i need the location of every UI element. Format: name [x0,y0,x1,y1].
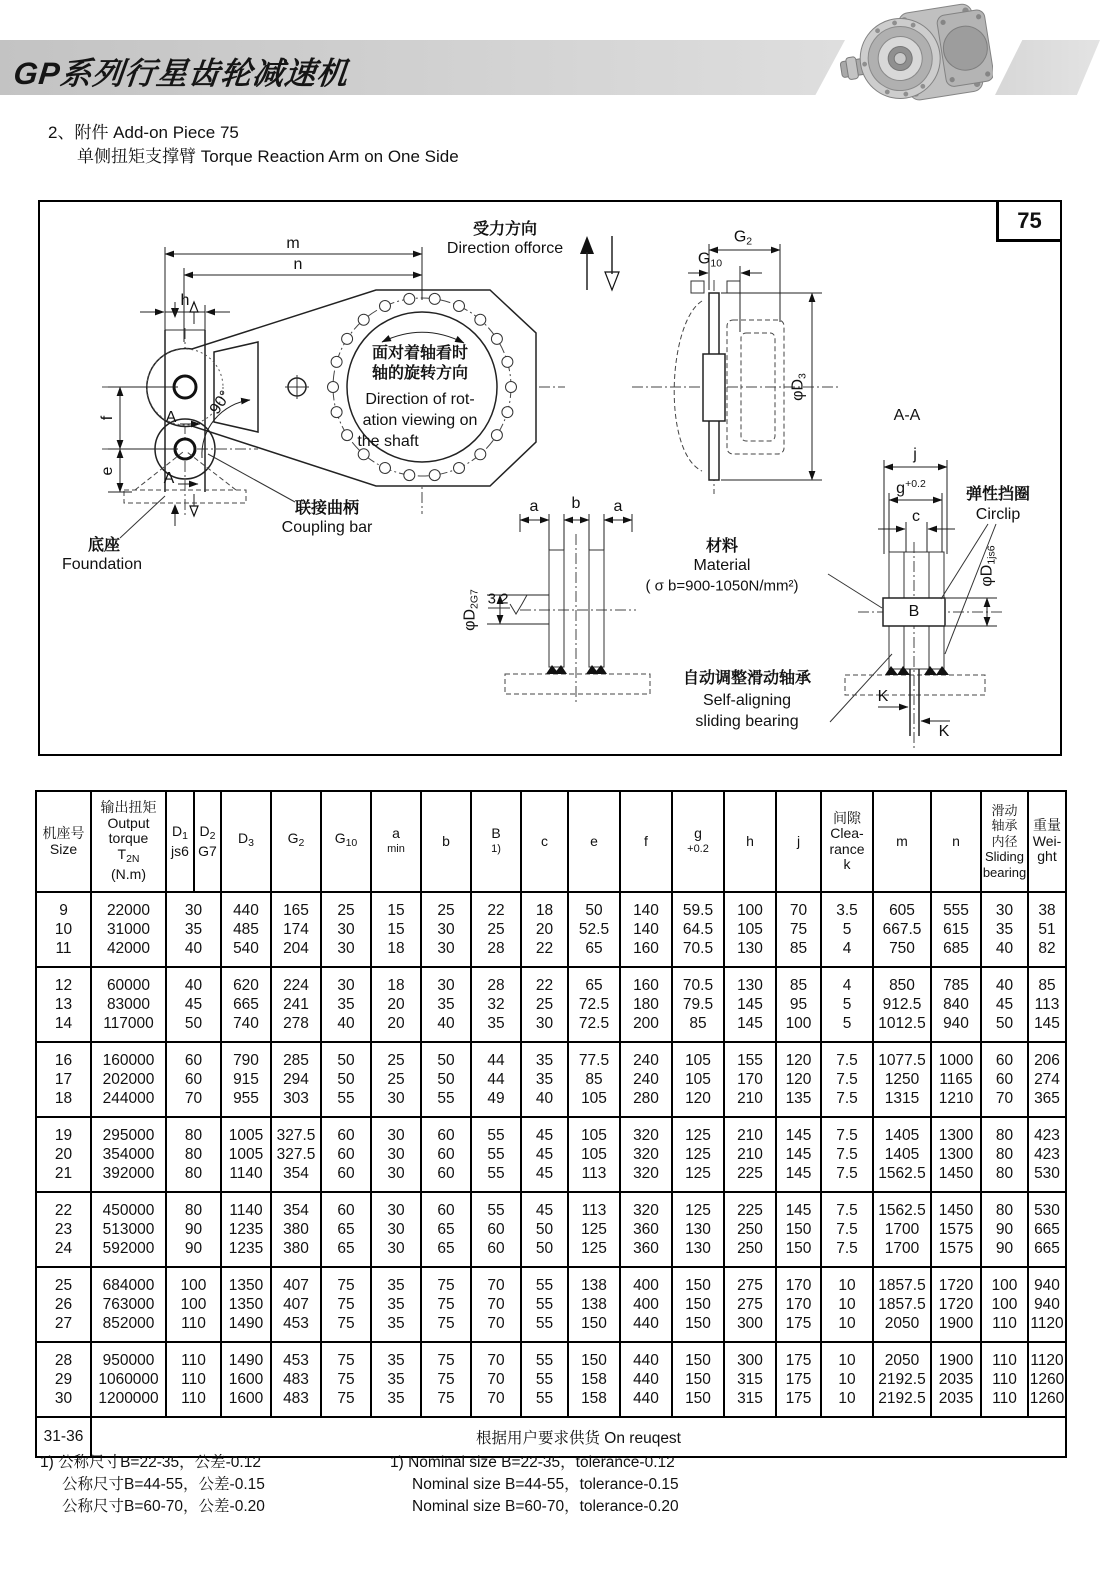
table-cell: 30 30 30 [371,1192,421,1267]
table-cell: 80 80 80 [981,1117,1028,1192]
table-group-row [36,1192,1066,1267]
dim-h: h [180,292,190,309]
force-direction-label-en: Direction offorce [446,240,564,257]
page-number: 75 [1017,207,1042,233]
table-cell: 75 75 75 [321,1267,371,1342]
table-cell: 30 35 40 [166,892,221,967]
table-cell: 160000 202000 244000 [91,1042,166,1117]
section-a-label-1: A [165,409,177,426]
col-h: h [724,791,776,892]
footnote-en-line1: 1) Nominal size B=22-35，tolerance-0.12 [390,1454,675,1471]
technical-drawing-frame [38,200,1062,756]
col-m: m [873,791,931,892]
table-cell: 55 55 55 [521,1342,568,1417]
coupling-bar-label-cn: 联接曲柄 [294,500,360,517]
col-f: f [620,791,672,892]
col-d3: $D_3$ [221,791,271,892]
table-cell: 根据用户要求供货 On reuqest [91,1417,1066,1457]
table-cell: 155 170 210 [724,1042,776,1117]
table-cell: 50 50 55 [421,1042,471,1117]
page-number-box [996,202,1060,242]
table-cell: 450000 513000 592000 [91,1192,166,1267]
col-weight: 重量 Wei- ght [1028,791,1066,892]
foundation-label-en: Foundation [61,556,143,573]
table-cell: 22 25 28 [471,892,521,967]
col-e: e [568,791,620,892]
table-cell: 170 170 175 [776,1267,821,1342]
table-cell: 60000 83000 117000 [91,967,166,1042]
col-g10: $G_{10}$ [321,791,371,892]
table-cell: 35 35 40 [521,1042,568,1117]
table-cell: 38 51 82 [1028,892,1066,967]
table-cell: 25 30 30 [421,892,471,967]
col-clearance: 间隙 Clea- rance k [821,791,873,892]
table-cell: 16 17 18 [36,1042,91,1117]
table-cell: 40 45 50 [166,967,221,1042]
table-cell: 224 241 278 [271,967,321,1042]
foundation-label-cn: 底座 [87,537,121,554]
table-cell: 1120 1260 1260 [1028,1342,1066,1417]
table-cell: 1490 1600 1600 [221,1342,271,1417]
table-cell: 19 20 21 [36,1117,91,1192]
footnote-cn-line2: 公称尺寸B=44-55，公差-0.15 [62,1476,265,1493]
dim-b-small: b [571,495,581,512]
dim-a2: a [613,498,623,515]
table-cell: 150 150 150 [672,1267,724,1342]
table-cell: 10 10 10 [821,1267,873,1342]
col-size: 机座号 Size [36,791,91,892]
table-cell: 75 75 75 [321,1342,371,1417]
col-d2: $D_2$ G7 [194,791,221,892]
table-cell: 423 423 530 [1028,1117,1066,1192]
table-group-row [36,967,1066,1042]
section-subheading: 单侧扭矩支撑臂 Torque Reaction Arm on One Side [77,147,459,166]
table-cell: 45 45 45 [521,1117,568,1192]
table-cell: 130 145 145 [724,967,776,1042]
dim-f: f [99,415,116,421]
dim-b-box: B [908,603,920,620]
table-cell: 1140 1235 1235 [221,1192,271,1267]
section-heading: 2、附件 Add-on Piece 75 [48,123,239,142]
col-j: j [776,791,821,892]
rotation-label-cn2: 轴的旋转方向 [371,365,469,382]
table-cell: 60 65 65 [421,1192,471,1267]
table-group-row [36,1267,1066,1342]
table-cell: 9 10 11 [36,892,91,967]
table-cell: 1077.5 1250 1315 [873,1042,931,1117]
table-cell: 85 113 145 [1028,967,1066,1042]
circlip-label-en: Circlip [975,506,1021,523]
table-cell: 18 20 22 [521,892,568,967]
table-cell: 225 250 250 [724,1192,776,1267]
table-cell: 12 13 14 [36,967,91,1042]
table-group-row [36,892,1066,967]
table-cell: 125 130 130 [672,1192,724,1267]
table-cell: 4 5 5 [821,967,873,1042]
table-cell: 354 380 380 [271,1192,321,1267]
table-cell: 453 483 483 [271,1342,321,1417]
col-output-torque: 输出扭矩 Output torque $T_{2N}$ (N.m) [91,791,166,892]
footnote-en [390,1452,679,1518]
table-cell: 300 315 315 [724,1342,776,1417]
col-a-min: a min [371,791,421,892]
table-cell: 285 294 303 [271,1042,321,1117]
col-B: B 1) [471,791,521,892]
table-cell: 1005 1005 1140 [221,1117,271,1192]
table-cell: 45 50 50 [521,1192,568,1267]
table-cell: 1405 1405 1562.5 [873,1117,931,1192]
col-g2: $G_2$ [271,791,321,892]
rotation-label-cn1: 面对着轴看时 [371,345,469,362]
spec-table [35,790,1067,1458]
table-cell: 15 15 18 [371,892,421,967]
table-cell: 100 100 110 [166,1267,221,1342]
table-cell: 110 110 110 [981,1342,1028,1417]
table-cell: 210 210 225 [724,1117,776,1192]
table-cell: 1300 1300 1450 [931,1117,981,1192]
gear-reducer-image [838,2,993,110]
table-cell: 400 400 440 [620,1267,672,1342]
dim-j: j [913,446,917,463]
table-cell: 138 138 150 [568,1267,620,1342]
table-cell: 65 72.5 72.5 [568,967,620,1042]
table-cell: 110 110 110 [166,1342,221,1417]
table-cell: 105 105 120 [672,1042,724,1117]
table-cell: 275 275 300 [724,1267,776,1342]
table-cell: 30 35 40 [981,892,1028,967]
table-cell: 160 180 200 [620,967,672,1042]
dim-d1: φD1js6 [978,545,998,587]
table-cell: 320 320 320 [620,1117,672,1192]
table-cell: 150 150 150 [672,1342,724,1417]
table-cell: 70 75 85 [776,892,821,967]
dim-k2: K [938,723,950,740]
table-cell: 80 90 90 [166,1192,221,1267]
coupling-bar-label-en: Coupling bar [281,519,373,536]
table-cell: 25 26 27 [36,1267,91,1342]
table-cell: 60 60 60 [421,1117,471,1192]
table-cell: 1000 1165 1210 [931,1042,981,1117]
table-cell: 35 35 35 [371,1342,421,1417]
table-cell: 145 145 145 [776,1117,821,1192]
col-g: g +0.2 [672,791,724,892]
table-cell: 206 274 365 [1028,1042,1066,1117]
table-cell: 440 440 440 [620,1342,672,1417]
table-cell: 1900 2035 2035 [931,1342,981,1417]
table-cell: 80 90 90 [981,1192,1028,1267]
surface-finish-label: 3.2 [487,590,509,608]
circlip-label-cn: 弹性挡圈 [965,486,1031,503]
page-title: GP系列行星齿轮减速机 [11,56,351,91]
force-direction-label-cn: 受力方向 [472,221,538,238]
table-cell: 1720 1720 1900 [931,1267,981,1342]
table-cell: 40 45 50 [981,967,1028,1042]
table-special-row [36,1417,1066,1457]
table-cell: 950000 1060000 1200000 [91,1342,166,1417]
table-cell: 55 55 55 [471,1117,521,1192]
table-cell: 60 60 60 [321,1117,371,1192]
dim-c: c [912,508,920,525]
table-cell: 70 70 70 [471,1342,521,1417]
footnote-en-line2: Nominal size B=44-55，tolerance-0.15 [412,1476,679,1493]
bearing-label-en2: sliding bearing [695,713,799,730]
dim-g2: G2 [733,228,753,248]
table-cell: 50 50 55 [321,1042,371,1117]
table-cell: 175 175 175 [776,1342,821,1417]
dim-d2: φD2G7 [461,589,481,631]
dim-g: $g^{+0.2}$ [896,478,926,497]
table-cell: 85 95 100 [776,967,821,1042]
table-cell: 145 150 150 [776,1192,821,1267]
table-cell: 55 55 55 [521,1267,568,1342]
col-d1: $D_1$ js6 [166,791,194,892]
material-label-cn: 材料 [705,538,739,555]
table-cell: 620 665 740 [221,967,271,1042]
dim-m: m [286,235,300,252]
rotation-label-en3: the shaft [357,433,419,450]
col-sliding-bearing: 滑动 轴承 内径 Sliding bearing [981,791,1028,892]
table-cell: 30 35 40 [421,967,471,1042]
footnote-cn-line1: 1) 公称尺寸B=22-35，公差-0.12 [40,1454,261,1471]
table-cell: 100 100 110 [981,1267,1028,1342]
table-cell: 407 407 453 [271,1267,321,1342]
table-cell: 605 667.5 750 [873,892,931,967]
rotation-label-en2: ation viewing on [362,412,478,429]
table-cell: 295000 354000 392000 [91,1117,166,1192]
footnote-en-line3: Nominal size B=60-70，tolerance-0.20 [412,1498,679,1515]
table-cell: 50 52.5 65 [568,892,620,967]
dim-angle: 90° [206,387,235,418]
table-cell: 7.5 7.5 7.5 [821,1117,873,1192]
table-cell: 120 120 135 [776,1042,821,1117]
section-a-label-2: A [163,470,175,487]
table-cell: 7.5 7.5 7.5 [821,1192,873,1267]
col-c: c [521,791,568,892]
table-cell: 22 23 24 [36,1192,91,1267]
bearing-label-cn: 自动调整滑动轴承 [682,670,812,687]
table-cell: 70 70 70 [471,1267,521,1342]
table-cell: 28 32 35 [471,967,521,1042]
table-cell: 440 485 540 [221,892,271,967]
table-cell: 80 80 80 [166,1117,221,1192]
dim-k1: K [877,688,889,705]
table-cell: 55 60 60 [471,1192,521,1267]
table-cell: 1450 1575 1575 [931,1192,981,1267]
table-cell: 240 240 280 [620,1042,672,1117]
table-header-row [36,791,1066,892]
bearing-label-en1: Self-aligning [702,692,792,709]
table-cell: 555 615 685 [931,892,981,967]
table-cell: 59.5 64.5 70.5 [672,892,724,967]
table-cell: 785 840 940 [931,967,981,1042]
material-label-en: Material [693,557,751,574]
table-cell: 940 940 1120 [1028,1267,1066,1342]
section-aa-label: A-A [893,407,921,424]
table-cell: 22000 31000 42000 [91,892,166,967]
table-cell: 60 60 70 [981,1042,1028,1117]
table-group-row [36,1042,1066,1117]
table-cell: 105 105 113 [568,1117,620,1192]
table-cell: 31-36 [36,1417,91,1457]
table-group-row [36,1342,1066,1417]
table-cell: 10 10 10 [821,1342,873,1417]
table-cell: 25 25 30 [371,1042,421,1117]
table-cell: 7.5 7.5 7.5 [821,1042,873,1117]
table-cell: 44 44 49 [471,1042,521,1117]
table-cell: 140 140 160 [620,892,672,967]
table-cell: 684000 763000 852000 [91,1267,166,1342]
material-spec-label: ( σ b=900-1050N/mm²) [645,577,799,595]
table-cell: 1562.5 1700 1700 [873,1192,931,1267]
table-cell: 18 20 20 [371,967,421,1042]
table-cell: 22 25 30 [521,967,568,1042]
table-group-row [36,1117,1066,1192]
table-cell: 125 125 125 [672,1117,724,1192]
table-cell: 530 665 665 [1028,1192,1066,1267]
table-cell: 113 125 125 [568,1192,620,1267]
table-cell: 1857.5 1857.5 2050 [873,1267,931,1342]
table-cell: 320 360 360 [620,1192,672,1267]
table-cell: 1350 1350 1490 [221,1267,271,1342]
table-cell: 25 30 30 [321,892,371,967]
table-cell: 3.5 5 4 [821,892,873,967]
footnote-cn [40,1452,265,1518]
table-cell: 2050 2192.5 2192.5 [873,1342,931,1417]
table-cell: 30 35 40 [321,967,371,1042]
dim-d3: φD3 [789,373,809,401]
dim-a1: a [529,498,539,515]
table-cell: 35 35 35 [371,1267,421,1342]
table-cell: 60 65 65 [321,1192,371,1267]
col-b: b [421,791,471,892]
table-cell: 327.5 327.5 354 [271,1117,321,1192]
table-cell: 75 75 75 [421,1342,471,1417]
dim-n: n [293,256,303,273]
dim-g10: G10 [697,250,723,270]
table-cell: 30 30 30 [371,1117,421,1192]
table-cell: 790 915 955 [221,1042,271,1117]
table-cell: 165 174 204 [271,892,321,967]
table-cell: 100 105 130 [724,892,776,967]
rotation-label-en1: Direction of rot- [365,391,475,408]
table-cell: 850 912.5 1012.5 [873,967,931,1042]
dim-e: e [99,466,116,476]
table-cell: 77.5 85 105 [568,1042,620,1117]
banner-band-right [995,40,1100,95]
col-n: n [931,791,981,892]
table-cell: 75 75 75 [421,1267,471,1342]
table-cell: 70.5 79.5 85 [672,967,724,1042]
table-cell: 28 29 30 [36,1342,91,1417]
table-cell: 60 60 70 [166,1042,221,1117]
table-cell: 150 158 158 [568,1342,620,1417]
footnote-cn-line3: 公称尺寸B=60-70，公差-0.20 [62,1498,265,1515]
